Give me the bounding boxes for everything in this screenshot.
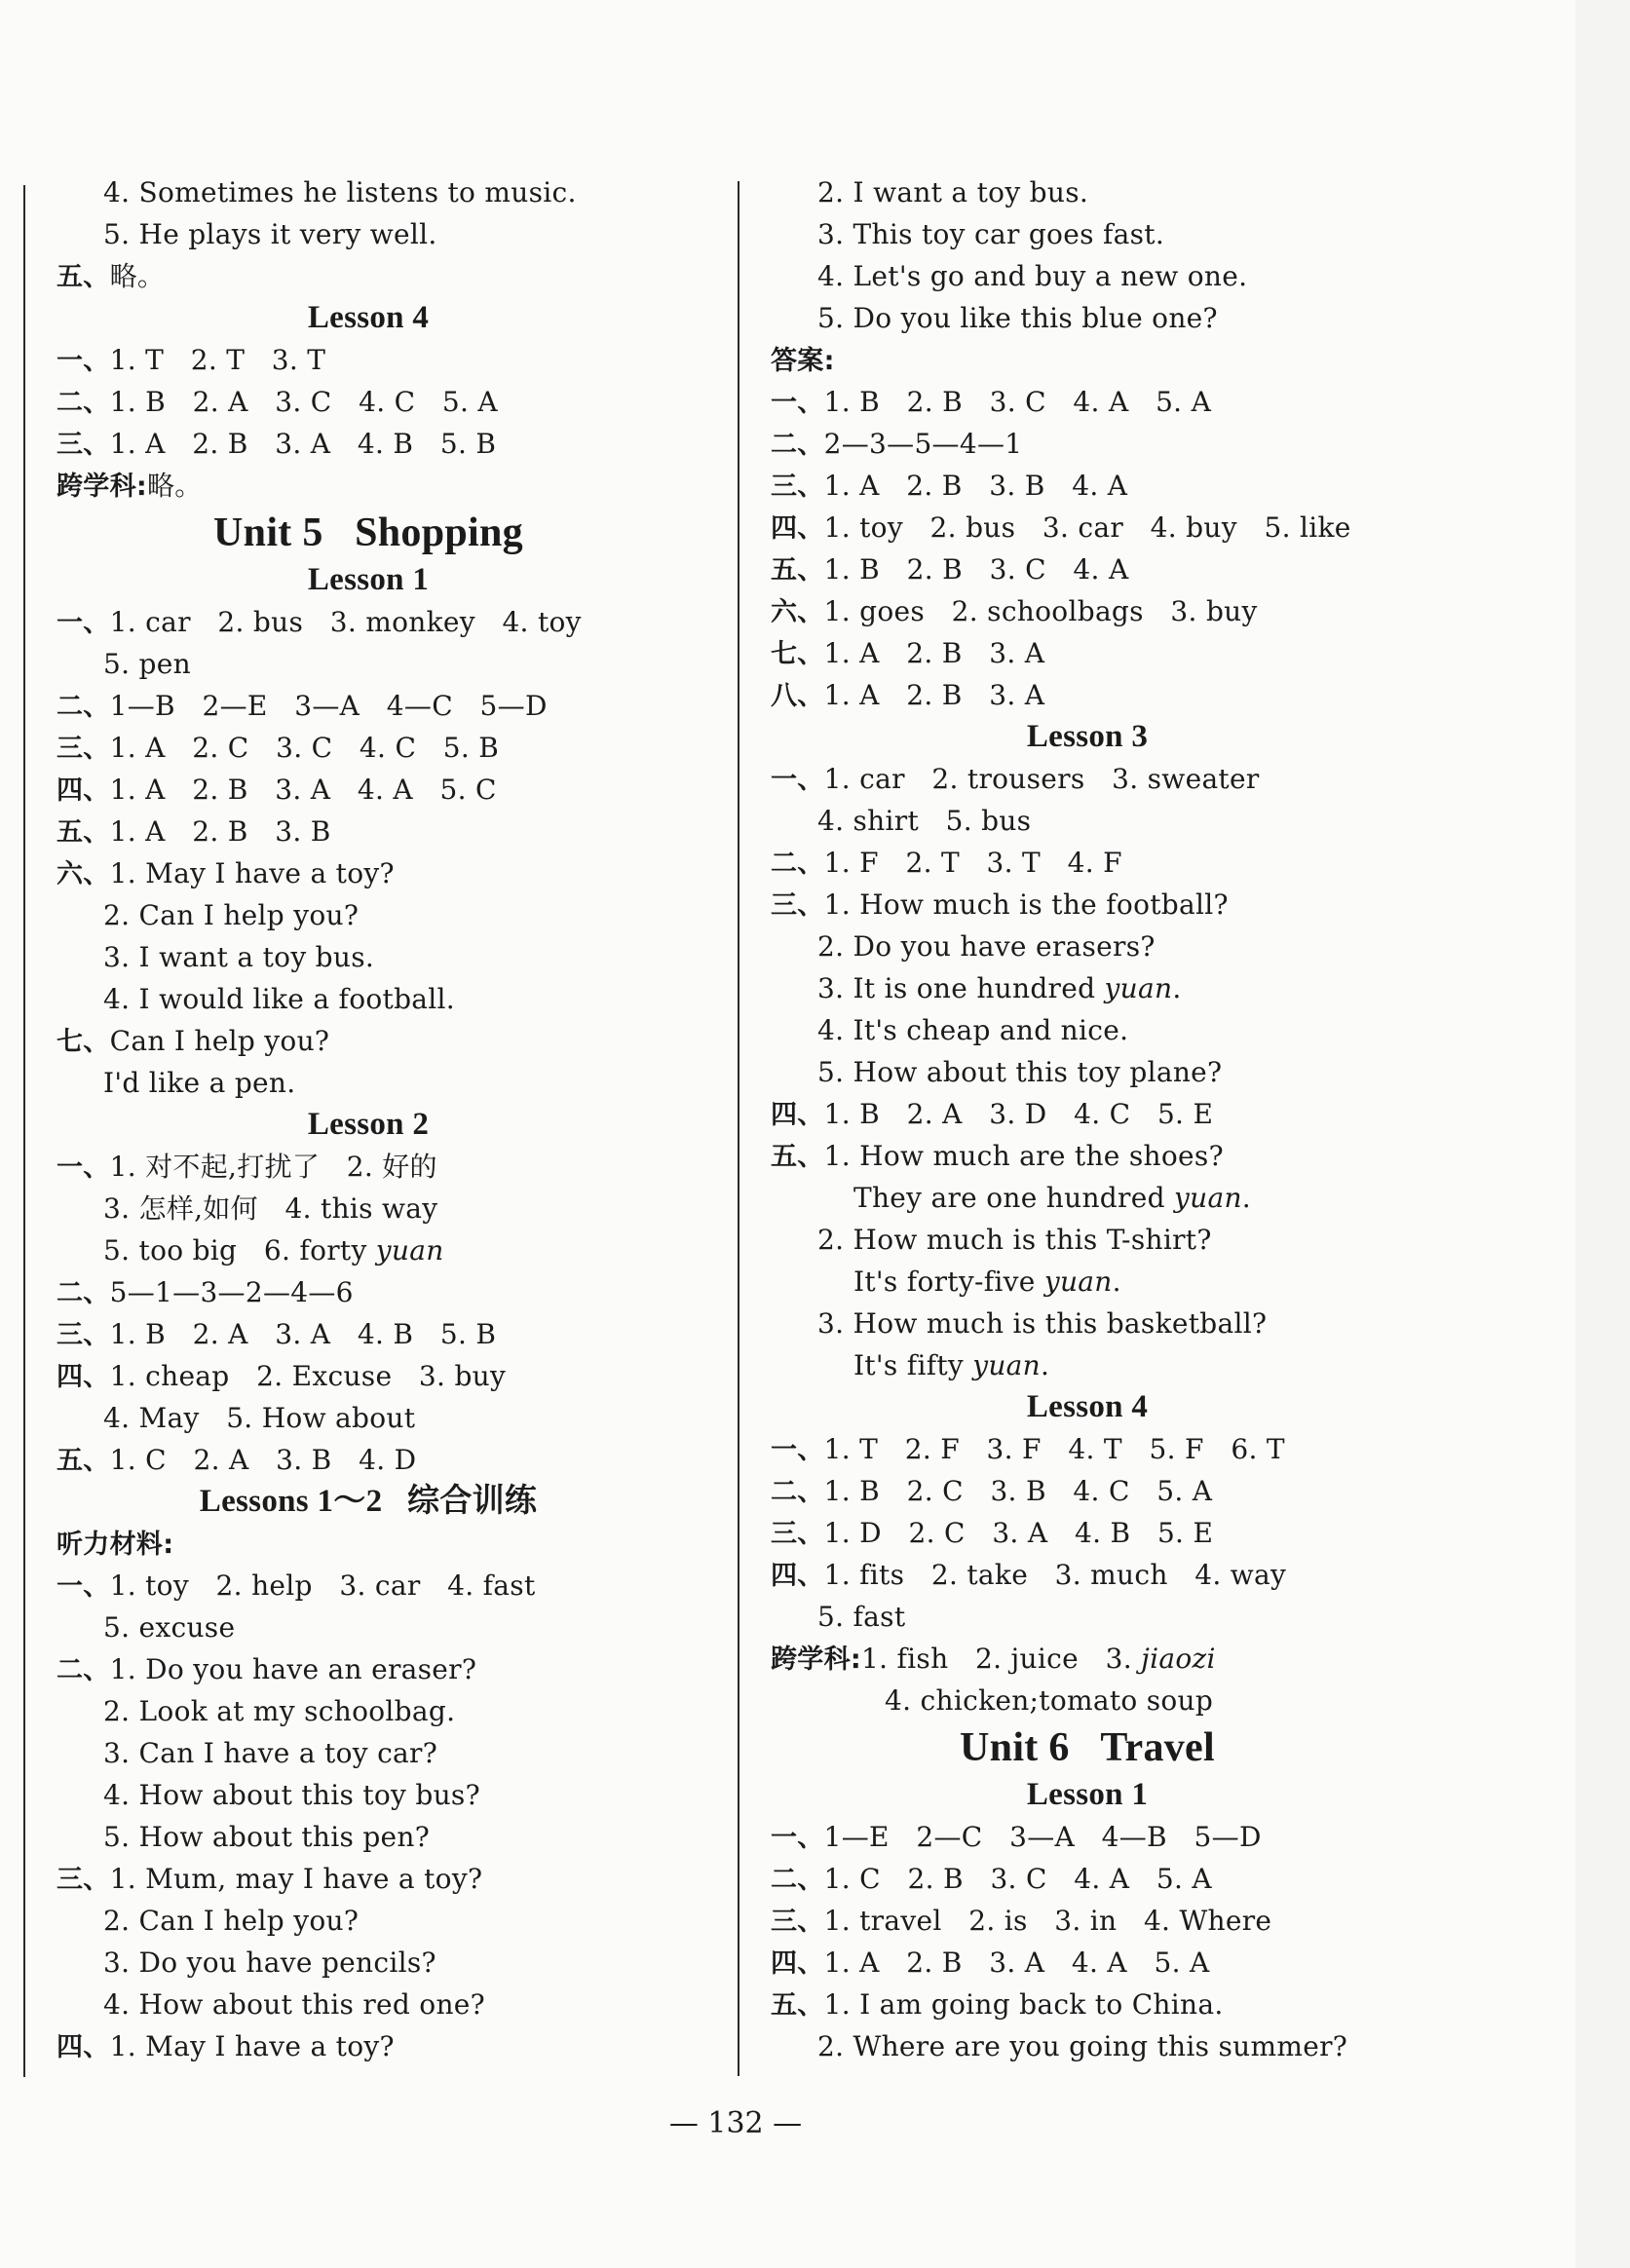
question-number-label: 三、 [771,472,824,502]
question-number-label: 二、 [57,388,110,418]
question-number-label: 三、 [57,734,110,764]
question-number-label: 三、 [771,1907,824,1937]
answer-line: 五、1. A 2. B 3. B [57,815,331,848]
question-number-label: 七、 [57,1027,110,1057]
answer-line: 2. How much is this T-shirt? [817,1224,1212,1256]
answer-line: 一、1. B 2. B 3. C 4. A 5. A [771,386,1212,418]
answer-line: 4. May 5. How about [103,1402,416,1434]
answer-line: 四、1. May I have a toy? [57,2030,395,2062]
answer-line: 2. Do you have erasers? [817,930,1156,963]
answer-line: 六、1. goes 2. schoolbags 3. buy [771,595,1258,627]
answer-line: 3. I want a toy bus. [103,941,375,973]
answer-line: 一、1—E 2—C 3—A 4—B 5—D [771,1821,1262,1853]
lesson-heading: Lesson 4 [307,300,430,335]
answer-line: 一、1. car 2. bus 3. monkey 4. toy [57,606,582,638]
answer-line: 一、1. T 2. F 3. F 4. T 5. F 6. T [771,1433,1285,1465]
question-number-label: 五、 [57,1446,110,1476]
left-margin-rule [23,185,25,2077]
answer-line: It's forty-five yuan. [853,1266,1121,1298]
question-number-label: 四、 [771,1100,824,1130]
right-column [771,171,1404,2067]
answer-line: 3. It is one hundred yuan. [817,972,1182,1004]
lesson-heading: Lesson 1 [307,562,430,597]
question-number-label: 四、 [771,1561,824,1591]
answer-line: 四、1. cheap 2. Excuse 3. buy [57,1360,507,1392]
answer-line: 七、Can I help you? [57,1025,330,1057]
answer-line: 5. fast [817,1601,906,1633]
question-number-label: 一、 [771,1435,824,1465]
answer-line: 二、1. Do you have an eraser? [57,1653,477,1685]
question-number-label: 一、 [771,1823,824,1853]
lesson-heading: Lessons 1～2 综合训练 [199,1484,538,1519]
answer-line: 3. 怎样,如何 4. this way [103,1192,438,1225]
question-number-label: 五、 [771,555,824,586]
answer-line: 二、1. F 2. T 3. T 4. F [771,847,1122,879]
answer-line: 五、1. How much are the shoes? [771,1140,1224,1172]
answer-line: 二、5—1—3—2—4—6 [57,1276,354,1308]
question-number-label: 四、 [57,2032,110,2062]
answer-line: 2. Can I help you? [103,1905,360,1937]
answer-line: 八、1. A 2. B 3. A [771,679,1045,711]
answer-line: 2. Where are you going this summer? [817,2030,1348,2062]
answer-line: 七、1. A 2. B 3. A [771,637,1045,669]
answer-line: 4. Sometimes he listens to music. [103,176,577,208]
question-number-label: 跨学科: [57,472,147,502]
question-number-label: 五、 [771,1990,824,2021]
section-label-line [771,339,1404,381]
answer-line: 二、2—3—5—4—1 [771,428,1023,460]
question-number-label: 三、 [57,1320,110,1350]
answer-line: 5. pen [103,648,191,680]
question-number-label: 五、 [57,262,110,292]
answer-line: 二、1. C 2. B 3. C 4. A 5. A [771,1863,1212,1895]
answer-line: 3. Do you have pencils? [103,1947,436,1979]
question-number-label: 一、 [57,346,110,376]
answer-line: 5. Do you like this blue one? [817,302,1218,334]
answer-line: 5. He plays it very well. [103,218,437,250]
lesson-heading: Lesson 4 [1026,1389,1149,1424]
answer-line: 5. too big 6. forty yuan [103,1234,444,1266]
question-number-label: 二、 [57,1655,110,1685]
answer-line: 二、1. B 2. C 3. B 4. C 5. A [771,1475,1213,1507]
answer-line: 四、1. A 2. B 3. A 4. A 5. A [771,1947,1210,1979]
question-number-label: 四、 [771,1948,824,1979]
question-number-label: 三、 [771,1519,824,1549]
question-number-label: 一、 [771,765,824,795]
unit-heading: Unit 5 Shopping [213,510,523,555]
answer-line: 一、1. car 2. trousers 3. sweater [771,763,1260,795]
question-number-label: 六、 [57,859,110,889]
question-number-label: 跨学科: [771,1644,861,1675]
left-column [57,171,680,2067]
answer-line: 三、1. B 2. A 3. A 4. B 5. B [57,1318,497,1350]
section-label-line: 跨学科:1. fish 2. juice 3. jiaozi [771,1643,1216,1675]
answer-line: 4. shirt 5. bus [817,805,1032,837]
answer-line: I'd like a pen. [103,1067,296,1099]
question-number-label: 三、 [771,890,824,921]
question-number-label: 答案: [771,346,835,376]
question-number-label: 一、 [57,1153,110,1183]
answer-line: 五、1. I am going back to China. [771,1988,1224,2021]
answer-line: 四、1. toy 2. bus 3. car 4. buy 5. like [771,511,1351,544]
question-number-label: 三、 [57,430,110,460]
question-number-label: 听力材料: [57,1530,174,1560]
answer-line: It's fifty yuan. [853,1349,1050,1381]
answer-line: 三、1. A 2. B 3. A 4. B 5. B [57,428,497,460]
question-number-label: 四、 [771,513,824,544]
answer-line: 4. How about this red one? [103,1988,485,2021]
question-number-label: 五、 [57,817,110,848]
answer-line: 四、1. B 2. A 3. D 4. C 5. E [771,1098,1214,1130]
answer-line: 六、1. May I have a toy? [57,857,395,889]
answer-line: 三、1. How much is the football? [771,888,1229,921]
answer-line: 三、1. Mum, may I have a toy? [57,1863,483,1895]
lesson-heading: Lesson 1 [1026,1777,1149,1812]
question-number-label: 三、 [57,1865,110,1895]
question-number-label: 一、 [57,608,110,638]
answer-line: 三、1. A 2. B 3. B 4. A [771,470,1128,502]
question-number-label: 六、 [771,597,824,627]
question-number-label: 四、 [57,775,110,806]
question-number-label: 一、 [57,1571,110,1602]
answer-line: 四、1. A 2. B 3. A 4. A 5. C [57,774,497,806]
lesson-heading: Lesson 3 [1026,719,1149,754]
answer-line: 三、1. A 2. C 3. C 4. C 5. B [57,732,500,764]
answer-line: 5. How about this pen? [103,1821,431,1853]
answer-line: 4. Let's go and buy a new one. [817,260,1248,292]
question-number-label: 二、 [57,692,110,722]
question-number-label: 七、 [771,639,824,669]
answer-line: 2. Can I help you? [103,899,360,931]
answer-line: 二、1—B 2—E 3—A 4—C 5—D [57,690,548,722]
answer-line: 4. It's cheap and nice. [817,1014,1129,1046]
question-number-label: 二、 [771,1865,824,1895]
answer-line: They are one hundred yuan. [853,1182,1251,1214]
answer-line: 五、1. B 2. B 3. C 4. A [771,553,1129,586]
section-label-line: 跨学科:略。 [57,470,203,502]
answer-line: 一、1. toy 2. help 3. car 4. fast [57,1569,536,1602]
page-number: — 132 — [668,2106,803,2140]
answer-line: 5. How about this toy plane? [817,1056,1223,1088]
answer-line: 5. excuse [103,1611,236,1644]
lesson-heading: Lesson 2 [307,1107,430,1142]
unit-heading: Unit 6 Travel [960,1725,1215,1770]
answer-line: 2. Look at my schoolbag. [103,1695,456,1727]
answer-line: 4. How about this toy bus? [103,1779,480,1811]
question-number-label: 二、 [57,1278,110,1308]
answer-line: 3. Can I have a toy car? [103,1737,438,1769]
answer-line: 3. How much is this basketball? [817,1307,1268,1340]
answer-line: 4. chicken;tomato soup [885,1684,1214,1717]
question-number-label: 四、 [57,1362,110,1392]
answer-line: 三、1. travel 2. is 3. in 4. Where [771,1905,1272,1937]
answer-line: 二、1. B 2. A 3. C 4. C 5. A [57,386,498,418]
answer-line: 四、1. fits 2. take 3. much 4. way [771,1559,1287,1591]
question-number-label: 二、 [771,849,824,879]
answer-line: 一、1. T 2. T 3. T [57,344,326,376]
question-number-label: 五、 [771,1142,824,1172]
answer-line: 3. This toy car goes fast. [817,218,1165,250]
answer-line: 五、1. C 2. A 3. B 4. D [57,1444,417,1476]
question-number-label: 八、 [771,681,824,711]
answer-line: 2. I want a toy bus. [817,176,1089,208]
answer-line: 五、略。 [57,260,166,292]
answer-line: 三、1. D 2. C 3. A 4. B 5. E [771,1517,1214,1549]
question-number-label: 二、 [771,1477,824,1507]
question-number-label: 一、 [771,388,824,418]
answer-line: 一、1. 对不起,打扰了 2. 好的 [57,1151,437,1183]
section-label-line [57,1523,680,1565]
column-divider [738,181,739,2076]
question-number-label: 二、 [771,430,824,460]
answer-line: 4. I would like a football. [103,983,456,1015]
